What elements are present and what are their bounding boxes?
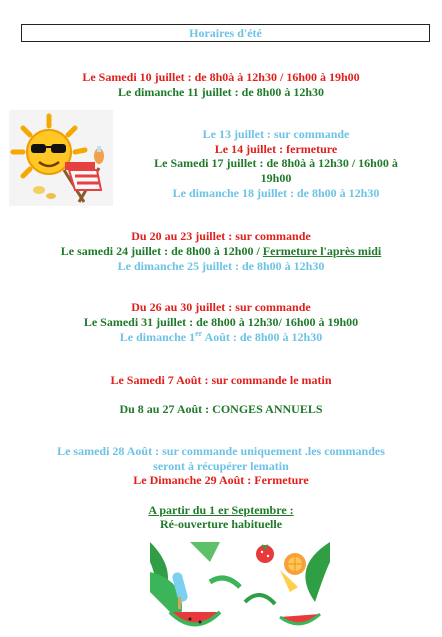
schedule-line: 19h00 [260,171,292,185]
schedule-line: Le dimanche 11 juillet : de 8h00 à 12h30 [117,85,324,99]
schedule-line: Le dimanche 18 juillet : de 8h00 à 12h30 [172,186,380,200]
schedule-line: Du 20 au 23 juillet : sur commande [131,229,311,243]
schedule-line: Le Samedi 10 juillet : de 8h0à à 12h30 / 16h00 à 19h00 [82,70,360,84]
schedule-line: Le Samedi 7 Août : sur commande le matin [110,373,332,387]
schedule-line: Le samedi 28 Août : sur commande uniquement .les commandes [57,444,385,458]
schedule-line: Le Dimanche 29 Août : Fermeture [133,473,309,487]
schedule-line: Le Samedi 31 juillet : de 8h00 à 12h30/ 16h00 à 19h00 [83,315,359,329]
page-title: Horaires d'été [21,24,430,42]
reopening-line: Ré-ouverture habituelle [159,517,283,531]
schedule-line: Le 13 juillet : sur commande [202,127,350,141]
schedule-line: Le samedi 24 juillet : de 8h00 à 12h00 / Fermeture l'après midi [60,244,382,258]
summer-banner-image [150,542,330,637]
schedule-line: Le dimanche 1er Août : de 8h00 à 12h30 [119,329,323,344]
schedule-line: Le dimanche 25 juillet : de 8h00 à 12h30 [117,259,325,273]
schedule-line: Le 14 juillet : fermeture [214,142,338,156]
afternoon-closure-note: Fermeture l'après midi [262,244,382,258]
schedule-line: Du 26 au 30 juillet : sur commande [131,300,311,314]
reopening-heading: A partir du 1 er Septembre : [148,503,294,517]
schedule-line: seront à récupérer lematin [153,459,289,473]
schedule-line: Le Samedi 17 juillet : de 8h0à à 12h30 / 16h00 à [154,156,398,170]
closure-line: Du 8 au 27 Août : CONGES ANNUELS [119,402,323,416]
sun-beach-chair-icon [9,110,113,206]
